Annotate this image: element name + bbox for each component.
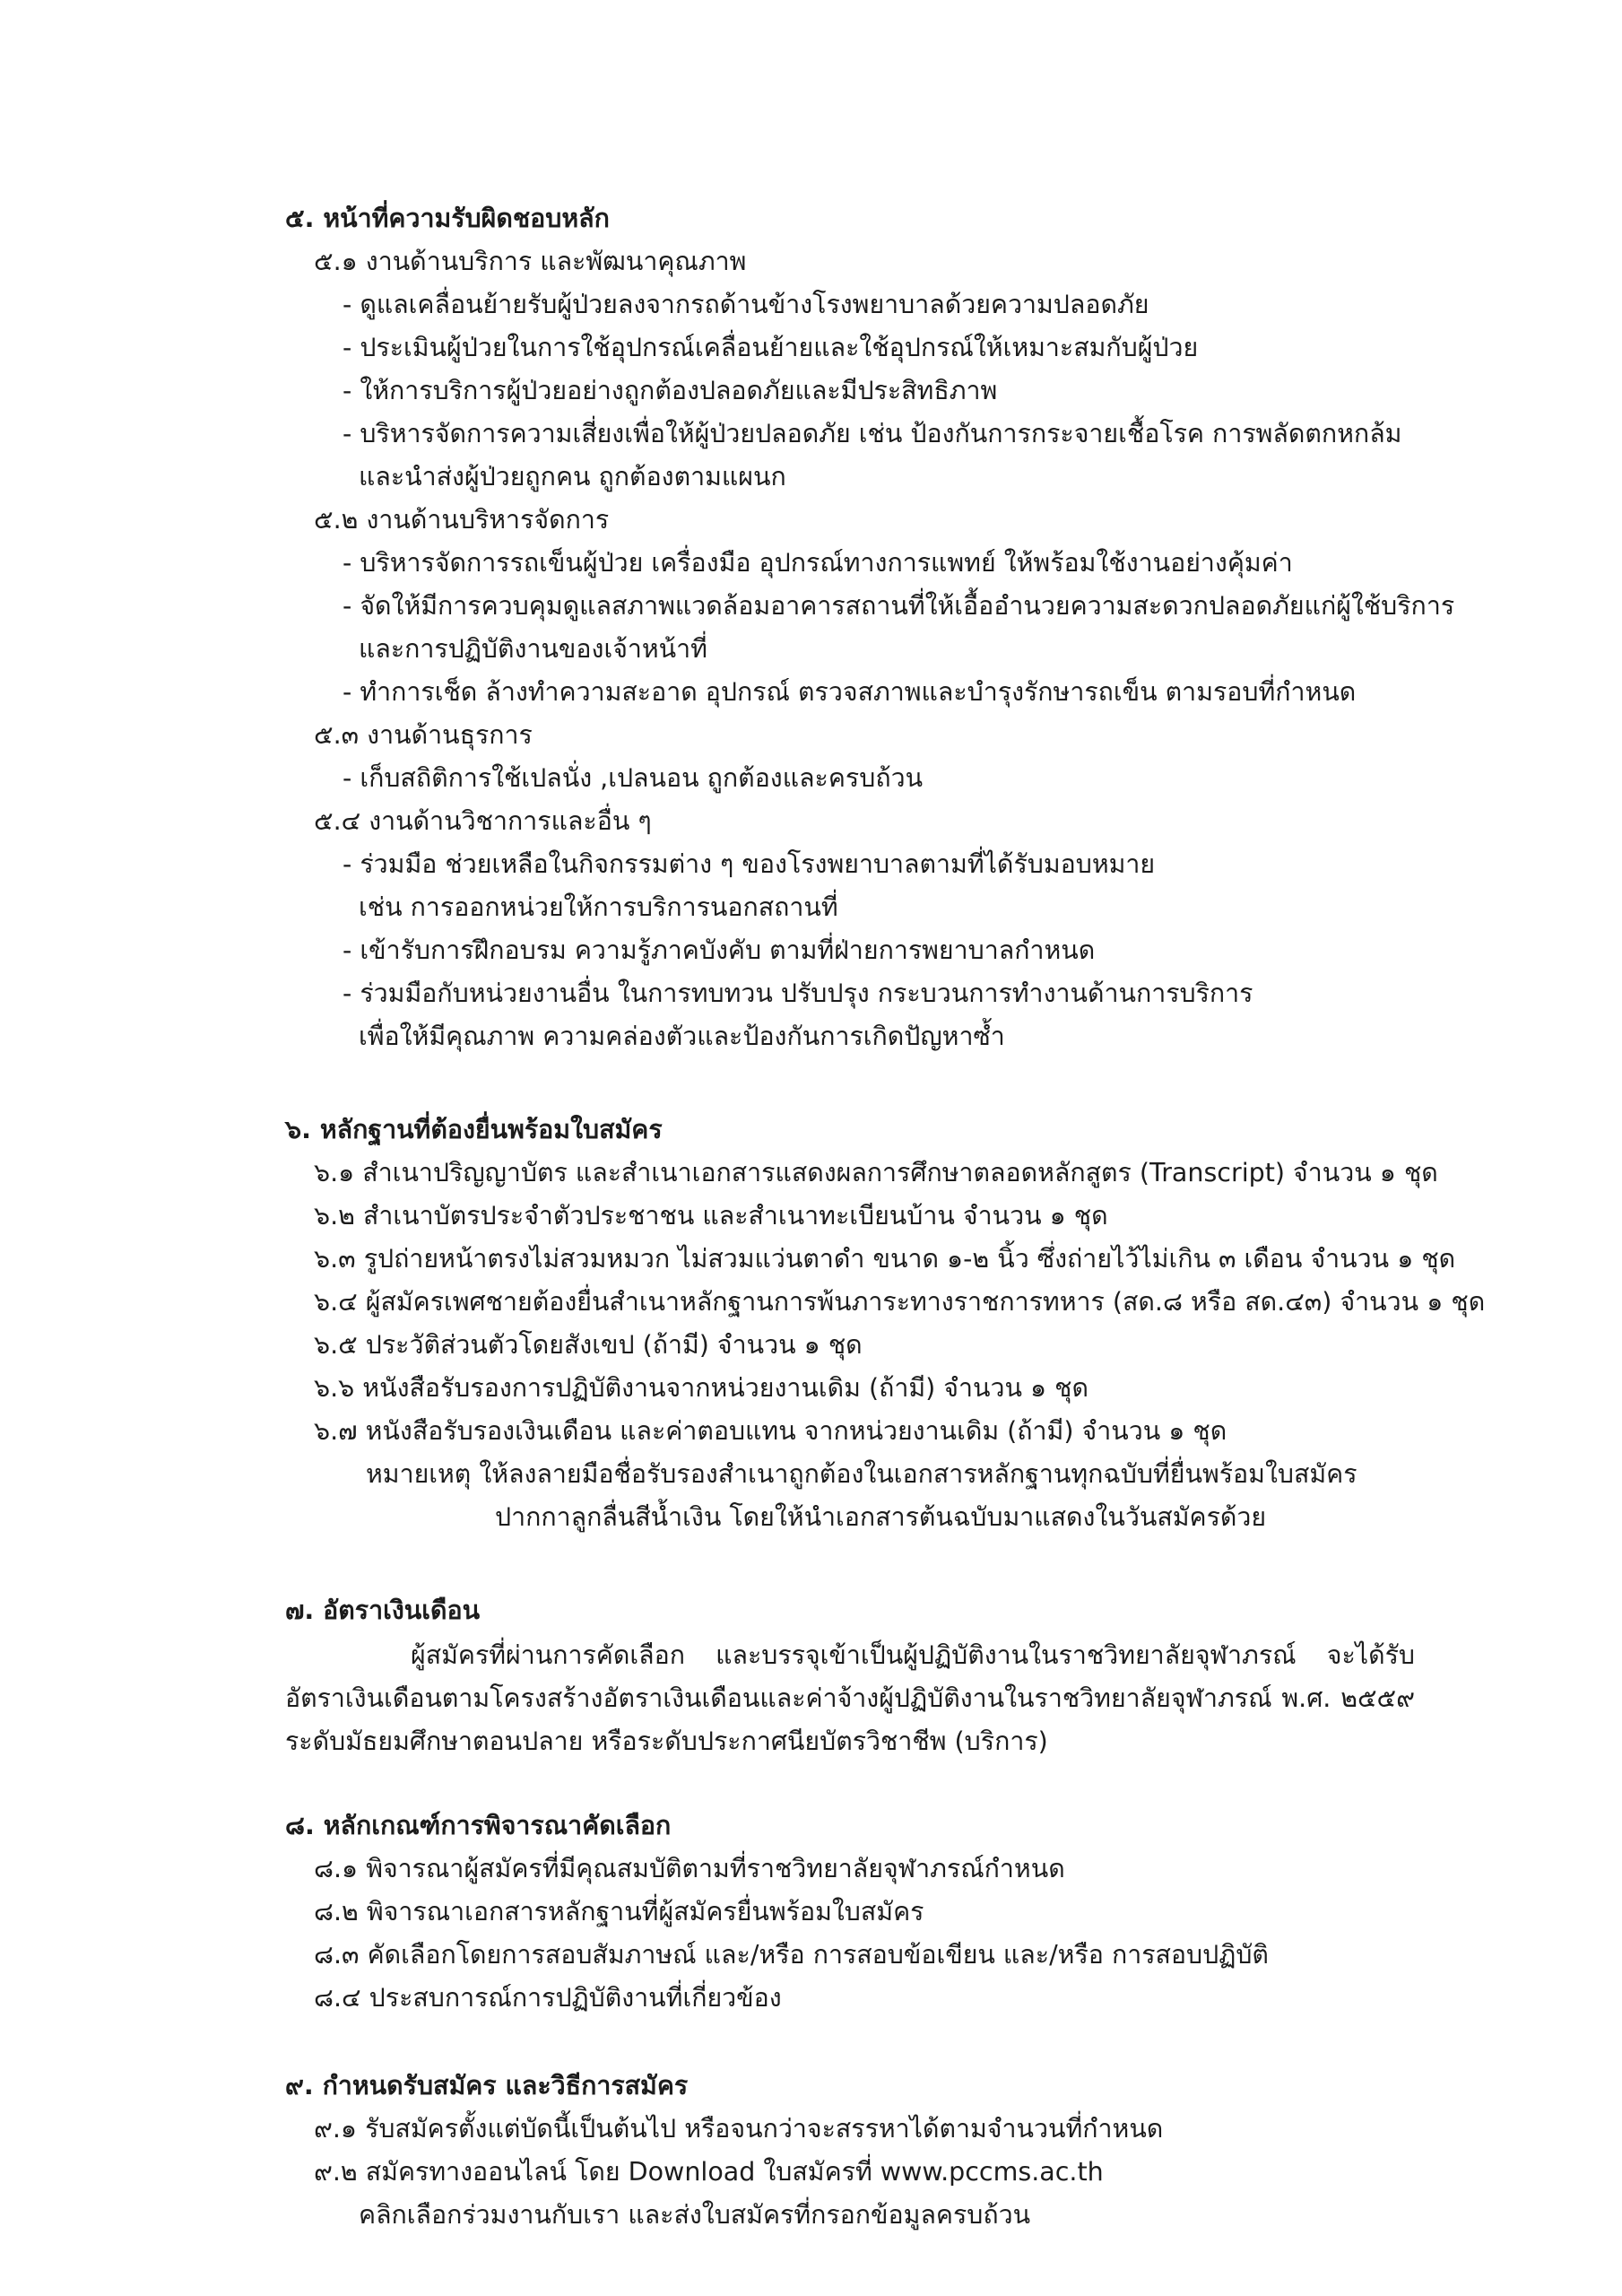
list-item: ๘.๓ คัดเลือกโดยการสอบสัมภาษณ์ และ/หรือ การสอบข้อเขียน และ/หรือ การสอบปฏิบัติ [314, 1940, 1269, 1970]
list-item: ๘.๒ พิจารณาเอกสารหลักฐานที่ผู้สมัครยื่นพร้อมใบสมัคร [314, 1897, 924, 1926]
list-item-continuation: เช่น การออกหน่วยให้การบริการนอกสถานที่ [359, 892, 838, 922]
list-item: - ดูแลเคลื่อนย้ายรับผู้ป่วยลงจากรถด้านข้างโรงพยาบาลด้วยความปลอดภัย [343, 290, 1149, 319]
subsection-5-3-heading: ๕.๓ งานด้านธุรการ [314, 720, 533, 750]
salary-paragraph-text: ผู้สมัครที่ผ่านการคัดเลือก และบรรจุเข้าเป็นผู้ปฏิบัติงานในราชวิทยาลัยจุฬาภรณ์ จะได้รับอัตราเงินเดือนตามโครงสร้างอัตราเงินเดือนและค่าจ้างผู้ปฏิบัติงานในราชวิทยาลัยจุฬาภรณ์ พ.ศ. ๒๕๕๙ ระดับมัธยมศึกษาตอนปลาย หรือระดับประกาศนียบัตรวิชาชีพ (บริการ) [285, 1640, 1415, 1756]
list-item: ๖.๕ ประวัติส่วนตัวโดยสังเขป (ถ้ามี) จำนวน ๑ ชุด [314, 1330, 863, 1360]
subsection-5-2-heading: ๕.๒ งานด้านบริหารจัดการ [314, 505, 610, 535]
subsection-5-1-heading: ๕.๑ งานด้านบริการ และพัฒนาคุณภาพ [314, 247, 747, 276]
list-item: - ร่วมมือ ช่วยเหลือในกิจกรรมต่าง ๆ ของโรงพยาบาลตามที่ได้รับมอบหมาย [343, 849, 1156, 879]
subsection-5-4-heading: ๕.๔ งานด้านวิชาการและอื่น ๆ [314, 806, 652, 836]
note-line-1: หมายเหตุ ให้ลงลายมือชื่อรับรองสำเนาถูกต้องในเอกสารหลักฐานทุกฉบับที่ยื่นพร้อมใบสมัคร [366, 1459, 1357, 1489]
list-item: - บริหารจัดการความเสี่ยงเพื่อให้ผู้ป่วยปลอดภัย เช่น ป้องกันการกระจายเชื้อโรค การพลัดตกหกล้ม [343, 419, 1402, 448]
list-item: - ประเมินผู้ป่วยในการใช้อุปกรณ์เคลื่อนย้ายและใช้อุปกรณ์ให้เหมาะสมกับผู้ป่วย [343, 333, 1199, 362]
list-item: ๘.๑ พิจารณาผู้สมัครที่มีคุณสมบัติตามที่ราชวิทยาลัยจุฬาภรณ์กำหนด [314, 1854, 1065, 1883]
list-item: ๙.๒ สมัครทางออนไลน์ โดย Download ใบสมัครที่ www.pccms.ac.th [314, 2157, 1104, 2187]
section-8-heading: ๘. หลักเกณฑ์การพิจารณาคัดเลือก [285, 1811, 672, 1840]
list-item-continuation: คลิกเลือกร่วมงานกับเรา และส่งใบสมัครที่กรอกข้อมูลครบถ้วน [359, 2200, 1031, 2230]
list-item: - จัดให้มีการควบคุมดูแลสภาพแวดล้อมอาคารสถานที่ให้เอื้ออำนวยความสะดวกปลอดภัยแก่ผู้ใช้บริการ [343, 591, 1455, 621]
list-item: - บริหารจัดการรถเข็นผู้ป่วย เครื่องมือ อุปกรณ์ทางการแพทย์ ให้พร้อมใช้งานอย่างคุ้มค่า [343, 548, 1293, 578]
section-6-heading: ๖. หลักฐานที่ต้องยื่นพร้อมใบสมัคร [285, 1115, 663, 1144]
list-item: - ให้การบริการผู้ป่วยอย่างถูกต้องปลอดภัยและมีประสิทธิภาพ [343, 376, 998, 405]
list-item: ๖.๒ สำเนาบัตรประจำตัวประชาชน และสำเนาทะเบียนบ้าน จำนวน ๑ ชุด [314, 1201, 1108, 1231]
note-line-2: ปากกาลูกลื่นสีน้ำเงิน โดยให้นำเอกสารต้นฉบับมาแสดงในวันสมัครด้วย [495, 1502, 1267, 1532]
section-5-heading: ๕. หน้าที่ความรับผิดชอบหลัก [285, 204, 610, 233]
list-item: ๖.๓ รูปถ่ายหน้าตรงไม่สวมหมวก ไม่สวมแว่นตาดำ ขนาด ๑-๒ นิ้ว ซึ่งถ่ายไว้ไม่เกิน ๓ เดือน จำนวน ๑ ชุด [314, 1244, 1456, 1274]
list-item: - เก็บสถิติการใช้เปลนั่ง ,เปลนอน ถูกต้องและครบถ้วน [343, 763, 924, 793]
section-7-heading: ๗. อัตราเงินเดือน [285, 1596, 481, 1625]
list-item: ๖.๑ สำเนาปริญญาบัตร และสำเนาเอกสารแสดงผลการศึกษาตลอดหลักสูตร (Transcript) จำนวน ๑ ชุด [314, 1158, 1438, 1187]
list-item: ๘.๔ ประสบการณ์การปฏิบัติงานที่เกี่ยวข้อง [314, 1983, 782, 2013]
list-item: ๙.๑ รับสมัครตั้งแต่บัดนี้เป็นต้นไป หรือจนกว่าจะสรรหาได้ตามจำนวนที่กำหนด [314, 2114, 1164, 2144]
list-item: - ร่วมมือกับหน่วยงานอื่น ในการทบทวน ปรับปรุง กระบวนการทำงานด้านการบริการ [343, 978, 1253, 1008]
salary-paragraph [285, 1634, 1415, 1763]
list-item: ๖.๗ หนังสือรับรองเงินเดือน และค่าตอบแทน จากหน่วยงานเดิม (ถ้ามี) จำนวน ๑ ชุด [314, 1416, 1227, 1446]
list-item: ๖.๖ หนังสือรับรองการปฏิบัติงานจากหน่วยงานเดิม (ถ้ามี) จำนวน ๑ ชุด [314, 1373, 1089, 1403]
list-item-continuation: เพื่อให้มีคุณภาพ ความคล่องตัวและป้องกันการเกิดปัญหาซ้ำ [359, 1022, 1005, 1051]
list-item: - เข้ารับการฝึกอบรม ความรู้ภาคบังคับ ตามที่ฝ่ายการพยาบาลกำหนด [343, 935, 1096, 965]
section-9-heading: ๙. กำหนดรับสมัคร และวิธีการสมัคร [285, 2071, 689, 2100]
list-item-continuation: และนำส่งผู้ป่วยถูกคน ถูกต้องตามแผนก [359, 462, 786, 491]
list-item: ๖.๔ ผู้สมัครเพศชายต้องยื่นสำเนาหลักฐานการพ้นภาระทางราชการทหาร (สด.๘ หรือ สด.๔๓) จำนวน ๑ ชุด [314, 1287, 1486, 1317]
list-item: - ทำการเช็ด ล้างทำความสะอาด อุปกรณ์ ตรวจสภาพและบำรุงรักษารถเข็น ตามรอบที่กำหนด [343, 677, 1357, 707]
list-item-continuation: และการปฏิบัติงานของเจ้าหน้าที่ [359, 634, 707, 664]
